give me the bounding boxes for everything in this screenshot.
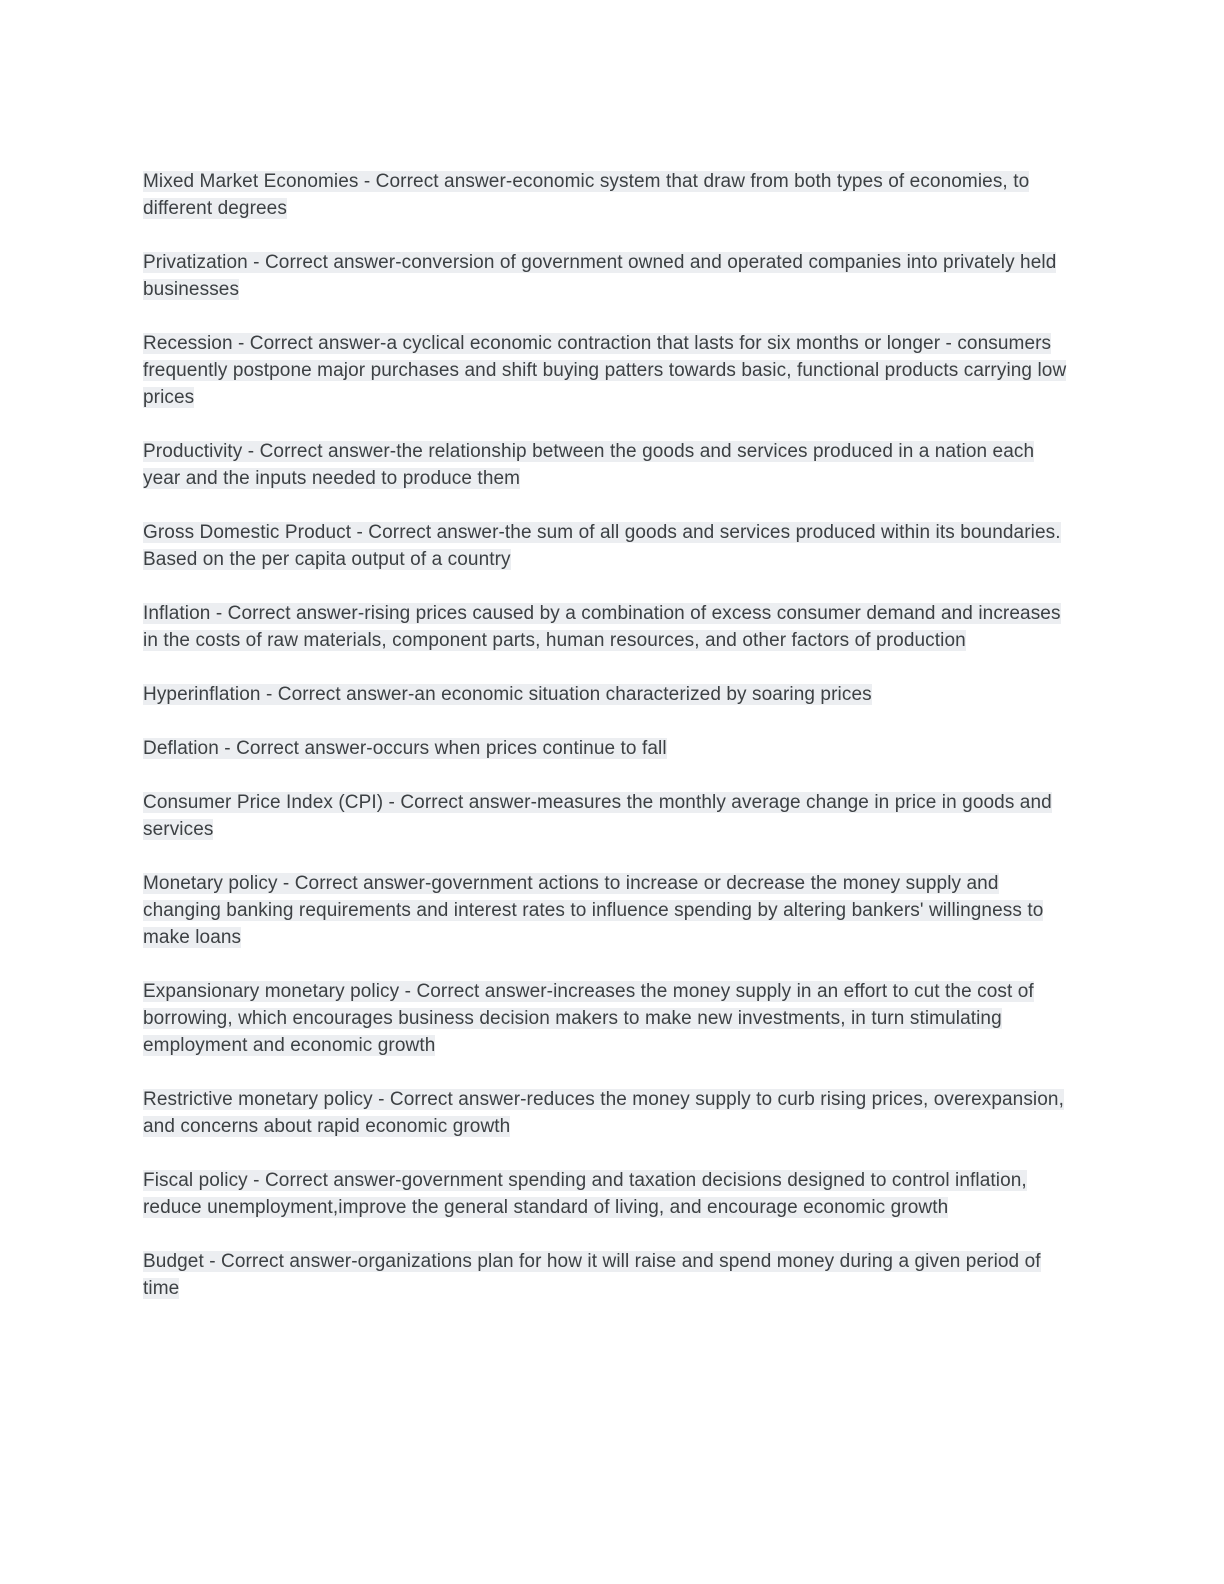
term-definition-paragraph	[143, 438, 1072, 492]
term-definition-paragraph	[143, 519, 1072, 573]
highlighted-text: Fiscal policy - Correct answer-government spending and taxation decisions designed to control inflation, reduce unemployment,improve the general standard of living, and encourage economic growth	[143, 1170, 1027, 1218]
term-definition-paragraph	[143, 870, 1072, 951]
highlighted-text: Hyperinflation - Correct answer-an economic situation characterized by soaring prices	[143, 684, 872, 705]
term-definition-paragraph	[143, 978, 1072, 1059]
highlighted-text: Privatization - Correct answer-conversion of government owned and operated companies into privately held businesses	[143, 252, 1057, 300]
highlighted-text: Expansionary monetary policy - Correct answer-increases the money supply in an effort to cut the cost of borrowing, which encourages business decision makers to make new investments, in turn stimulating employment and economic growth	[143, 981, 1034, 1056]
term-definition-paragraph	[143, 789, 1072, 843]
highlighted-text: Mixed Market Economies - Correct answer-economic system that draw from both types of economies, to different degrees	[143, 171, 1030, 219]
term-definition-paragraph	[143, 168, 1072, 222]
highlighted-text: Gross Domestic Product - Correct answer-the sum of all goods and services produced within its boundaries. Based on the per capita output of a country	[143, 522, 1061, 570]
highlighted-text: Consumer Price Index (CPI) - Correct answer-measures the monthly average change in price in goods and services	[143, 792, 1052, 840]
highlighted-text: Budget - Correct answer-organizations plan for how it will raise and spend money during a given period of time	[143, 1251, 1041, 1299]
term-definition-paragraph	[143, 1248, 1072, 1302]
term-definition-paragraph	[143, 1086, 1072, 1140]
highlighted-text: Recession - Correct answer-a cyclical economic contraction that lasts for six months or longer - consumers frequently postpone major purchases and shift buying patters towards basic, functional products carrying low prices	[143, 333, 1067, 408]
highlighted-text: Inflation - Correct answer-rising prices caused by a combination of excess consumer demand and increases in the costs of raw materials, component parts, human resources, and other factors of production	[143, 603, 1061, 651]
term-definition-paragraph	[143, 681, 1072, 708]
term-definition-paragraph	[143, 249, 1072, 303]
highlighted-text: Restrictive monetary policy - Correct answer-reduces the money supply to curb rising prices, overexpansion, and concerns about rapid economic growth	[143, 1089, 1064, 1137]
term-definition-paragraph	[143, 735, 1072, 762]
term-definition-paragraph	[143, 330, 1072, 411]
term-definition-paragraph	[143, 1167, 1072, 1221]
term-definition-paragraph	[143, 600, 1072, 654]
highlighted-text: Monetary policy - Correct answer-government actions to increase or decrease the money supply and changing banking requirements and interest rates to influence spending by altering bankers' willingness to make loans	[143, 873, 1044, 948]
highlighted-text: Productivity - Correct answer-the relationship between the goods and services produced in a nation each year and the inputs needed to produce them	[143, 441, 1035, 489]
highlighted-text: Deflation - Correct answer-occurs when prices continue to fall	[143, 738, 667, 759]
